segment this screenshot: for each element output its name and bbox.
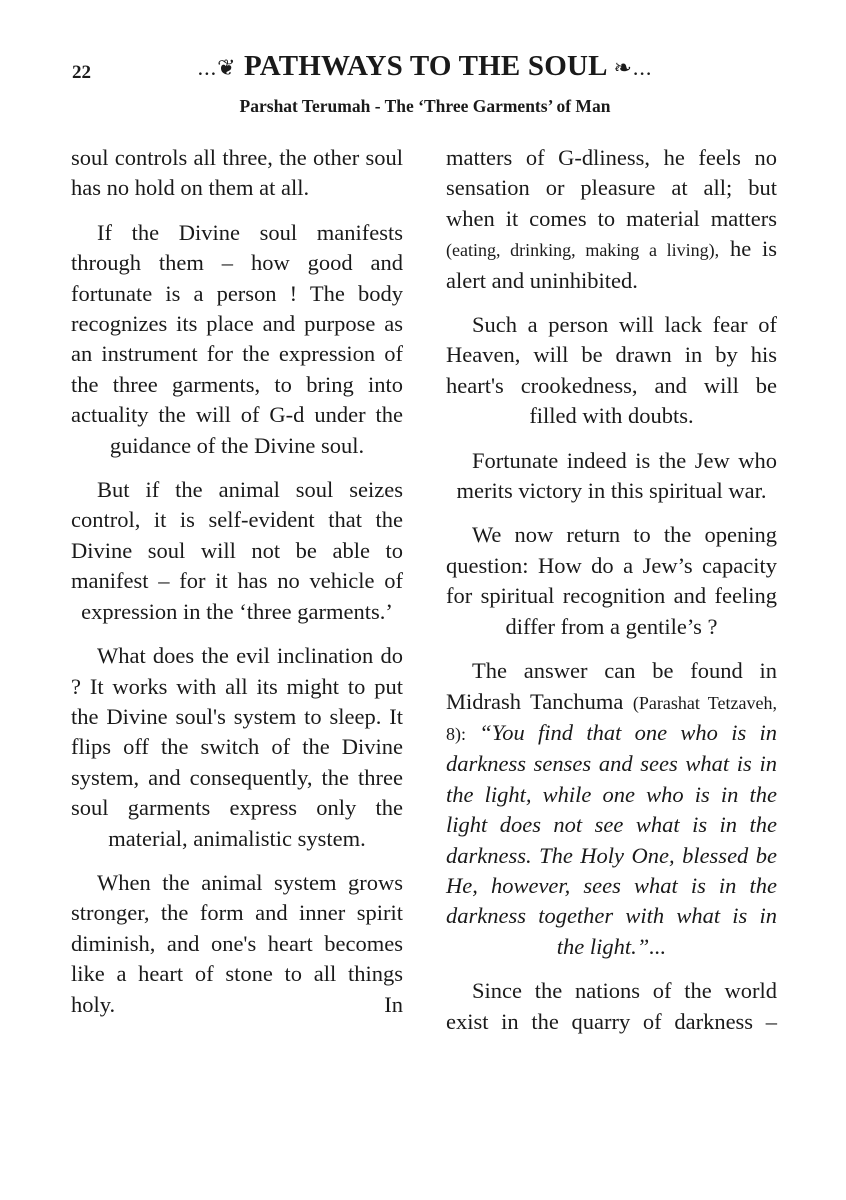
ornament-left-icon: ...❦ [197,55,237,80]
paragraph [446,143,777,296]
left-column [71,143,403,1034]
page-number: 22 [72,62,91,83]
midrash-quote: “You find that one who is in darkness senses and sees what is in the light, while one who is in the light does not see what is in the darkness. The Holy One, blessed be He, however, sees what is in the darkness together with what is in the light.”... [446,719,778,959]
paragraph: But if the animal soul seizes control, it is self-evident that the Divine soul will not be able to manifest – for it has no vehicle of expression in the ‘three garments.’ [71,477,403,624]
paragraph: Fortunate indeed is the Jew who merits victory in this spiritual war. [456,447,777,504]
paragraph: Such a person will lack fear of Heaven, will be drawn in by his heart's crookedness, and will be filled with doubts. [446,312,777,429]
source-citation: (Parashat Tetzaveh, 8): [446,692,777,744]
paragraph: When the animal system grows stronger, the form and inner spirit diminish, and one's heart becomes like a heart of stone to all things holy. In [71,869,403,1017]
parenthetical-note: (eating, drinking, making a living), [446,240,720,261]
paragraph-text: matters of G-dliness, he feels no sensation or pleasure at all; but when it comes to material matters [446,145,777,231]
paragraph-text: he is alert and uninhibited. [446,236,778,293]
paragraph-text: The answer can be found in Midrash Tanchuma [446,658,777,714]
paragraph: soul controls all three, the other soul has no hold on them at all. [71,145,403,201]
ornament-right-icon: ❧... [613,55,653,80]
chapter-title: Parshat Terumah - The ‘Three Garments’ of Man [239,96,611,116]
paragraph: We now return to the opening question: How do a Jew’s capacity for spiritual recognition and feeling differ from a gentile’s ? [446,522,777,639]
paragraph: If the Divine soul manifests through them – how good and fortunate is a person ! The body recognizes its place and purpose as an instrument for the expression of the three garments, to bring into actuality the will of G-d under the guidance of the Divine soul. [71,219,403,458]
paragraph: What does the evil inclination do ? It works with all its might to put the Divine soul's system to sleep. It flips off the switch of the Divine system, and consequently, the three soul garments express only the material, animalistic system. [71,643,403,851]
paragraph [446,656,777,962]
paragraph: Since the nations of the world exist in the quarry of darkness – [446,978,777,1034]
right-column [446,143,777,1051]
running-header [130,50,720,83]
book-title: PATHWAYS TO THE SOUL [243,50,607,82]
